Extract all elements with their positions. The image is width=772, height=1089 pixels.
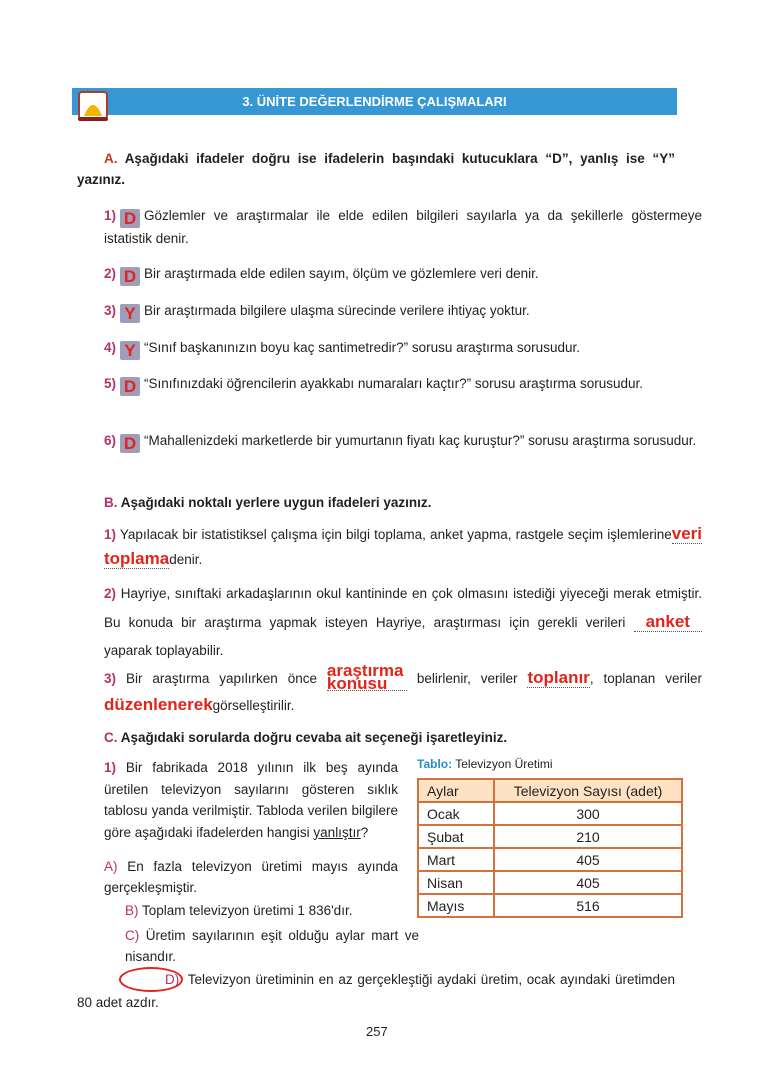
statement-5: 5) D “Sınıfınızdaki öğrencilerin ayakkabı numaraları kaçtır?” sorusu araştırma sorusudur. xyxy=(104,376,643,396)
answer-box[interactable]: D xyxy=(120,434,140,453)
banner-title: 3. ÜNİTE DEĞERLENDİRME ÇALIŞMALARI xyxy=(242,94,507,109)
question-c1: 1) Bir fabrikada 2018 yılının ilk beş ayında üretilen televizyon sayılarını gösteren sıklık tablosu yanda verilmiştir. Tabloda verilen bilgilere göre aşağıdaki ifadelerden hangisi yanlıştır? xyxy=(104,760,398,840)
statement-3: 3) Y Bir araştırmada bilgilere ulaşma sürecinde verilere ihtiyaç yoktur. xyxy=(104,303,530,323)
table-row: Nisan 405 xyxy=(418,871,682,894)
table-row: Şubat 210 xyxy=(418,825,682,848)
answer-box[interactable]: D xyxy=(120,377,140,396)
section-c-instruction: C. Aşağıdaki sorularda doğru cevaba ait seçeneği işaretleyiniz. xyxy=(104,730,508,745)
lamp-logo-icon xyxy=(76,90,110,122)
statement-6: 6) D “Mahallenizdeki marketlerde bir yumurtanın fiyatı kaç kuruştur?” sorusu araştırma sorusudur. xyxy=(104,433,697,453)
answer-box[interactable]: Y xyxy=(120,341,140,360)
tv-production-table xyxy=(417,778,683,918)
statement-1: 1) D Gözlemler ve araştırmalar ile elde edilen bilgileri sayılarla ya da şekillerle göstermeye istatistik denir. xyxy=(104,208,702,246)
fill-question-2: 2) Hayriye, sınıftaki arkadaşlarının okul kantininde en çok olmasını istediği yiyeceği merak etmiştir. Bu konuda bir araştırma yapmak isteyen Hayriye, araştırması için gerekli verileri anket yaparak toplayabilir. xyxy=(104,586,702,658)
table-row: Mart 405 xyxy=(418,848,682,871)
option-a[interactable]: A) En fazla televizyon üretimi mayıs ayında gerçekleşmiştir. xyxy=(104,859,398,895)
page-number: 257 xyxy=(366,1024,388,1039)
answer-box[interactable]: D xyxy=(120,267,140,286)
section-b-instruction: B. Aşağıdaki noktalı yerlere uygun ifadeleri yazınız. xyxy=(104,495,432,510)
statement-2: 2) D Bir araştırmada elde edilen sayım, ölçüm ve gözlemlere veri denir. xyxy=(104,266,539,286)
option-b[interactable]: B) Toplam televizyon üretimi 1 836'dır. xyxy=(125,903,353,918)
table-row: Mayıs 516 xyxy=(418,894,682,917)
selected-answer-circle: D) xyxy=(119,967,183,992)
option-c[interactable]: C) Üretim sayılarının eşit olduğu aylar mart ve nisandır. xyxy=(125,928,419,964)
table-caption: Tablo: Televizyon Üretimi xyxy=(417,757,553,771)
fill-question-3: 3) Bir araştırma yapılırken önce araştırma konusu belirlenir, veriler toplanır, toplanan veriler düzenlenerekgörselleştirilir. xyxy=(104,661,702,714)
answer-box[interactable]: Y xyxy=(120,304,140,323)
option-d[interactable]: D) Televizyon üretiminin en az gerçekleştiği aydaki üretim, ocak ayındaki üretimden 80 adet azdır. xyxy=(77,967,675,1013)
section-a-instruction: A. Aşağıdaki ifadeler doğru ise ifadelerin başındaki kutucuklara “D”, yanlış ise “Y” yazınız. xyxy=(77,151,675,187)
statement-4: 4) Y “Sınıf başkanınızın boyu kaç santimetredir?” sorusu araştırma sorusudur. xyxy=(104,340,580,360)
table-row: Ocak 300 xyxy=(418,802,682,825)
unit-banner xyxy=(72,88,677,115)
answer-box[interactable]: D xyxy=(120,209,140,228)
fill-question-1: 1) Yapılacak bir istatistiksel çalışma için bilgi toplama, anket yapma, rastgele seçim işlemlerineveri toplamadenir. xyxy=(104,524,702,568)
table-header-row: Aylar Televizyon Sayısı (adet) xyxy=(418,779,682,802)
